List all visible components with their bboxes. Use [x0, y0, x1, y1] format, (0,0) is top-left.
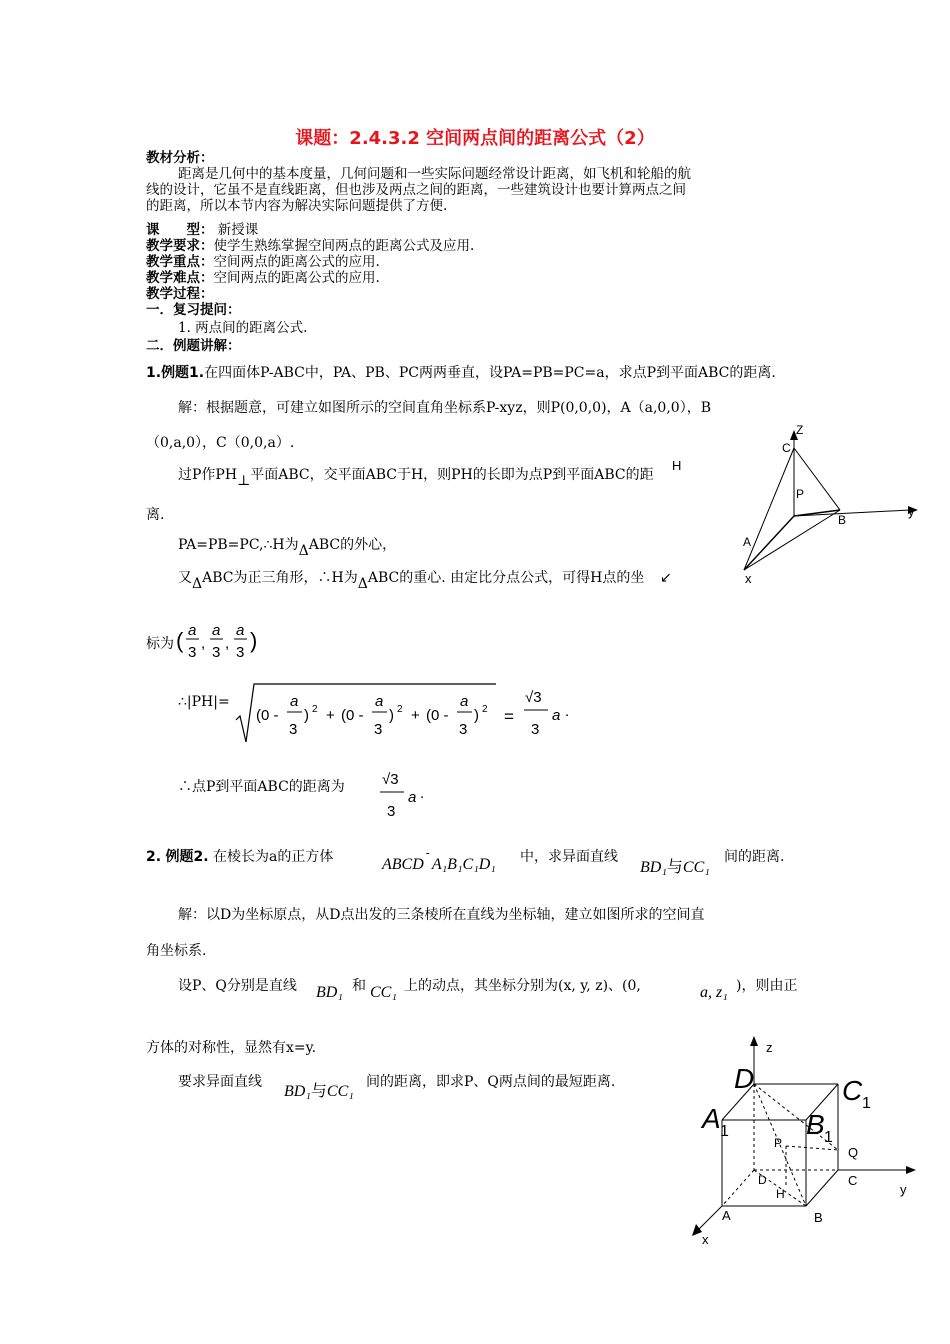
frac2-den: 3: [212, 644, 221, 661]
concl-num: √3: [382, 771, 399, 788]
example2-statement: 2. 例题2. 在棱长为a的正方体: [146, 849, 334, 865]
segment-pq: [786, 1146, 838, 1150]
x-axis-2: [698, 1206, 722, 1230]
cube-name: ABCD-A₁B₁C₁D₁: [382, 846, 496, 873]
label-a-2: A: [722, 1208, 731, 1223]
label-h-2: H: [776, 1187, 785, 1201]
label-z: Z: [796, 423, 804, 437]
term2-num: a: [375, 693, 384, 710]
label-y: y: [908, 504, 915, 519]
result-num: √3: [525, 689, 542, 706]
frac1-num: a: [188, 622, 197, 639]
label-c-2: C: [848, 1173, 858, 1188]
frac2-num: a: [212, 622, 221, 639]
label-x: x: [745, 571, 752, 586]
comma-2: ,: [225, 635, 230, 652]
term3-den: 3: [459, 721, 468, 738]
concl-var: a: [408, 789, 417, 806]
concl-den: 3: [387, 803, 396, 820]
term1-den: 3: [289, 721, 298, 738]
page-title: 课题：2.4.3.2 空间两点间的距离公式（2）: [295, 128, 655, 149]
concl-end: .: [420, 785, 425, 802]
label-c: C: [782, 441, 791, 455]
y-arrow-2: [906, 1166, 916, 1174]
equals-sign: =: [504, 707, 514, 726]
term1-close: ): [304, 707, 309, 724]
example2-statement-c: 间的距离.: [724, 849, 785, 865]
term1-open: (0 -: [256, 707, 279, 724]
term3-num: a: [460, 693, 469, 710]
label-x-2: x: [702, 1232, 709, 1247]
example1-solution-5: PA=PB=PC,∴H为ΔABC的外心，: [178, 537, 397, 559]
label-c1: C: [842, 1075, 863, 1106]
example2-solution-3c: )，则由正: [736, 978, 798, 994]
example2-solution-5b: 间的距离，即求P、Q两点间的最短距离.: [366, 1074, 616, 1090]
analysis-line-1: 距离是几何中的基本度量，几何问题和一些实际问题经常设计距离，如飞机和轮船的航: [178, 166, 691, 182]
example1-conclusion: ∴点P到平面ABC的距离为: [178, 779, 345, 795]
term2-den: 3: [374, 721, 383, 738]
comma-1: ,: [201, 635, 206, 652]
section1-heading: 一．复习提问：: [146, 302, 241, 318]
example2-solution-3a: 设P、Q分别是直线: [178, 978, 297, 994]
x-arrow-2: [692, 1224, 702, 1236]
result-end: .: [565, 703, 570, 720]
label-a1: A: [702, 1103, 721, 1134]
x-arrowhead: ↙: [660, 569, 672, 585]
word-he: 和: [352, 978, 366, 994]
term1-sq: 2: [312, 704, 318, 715]
label-b1: B: [806, 1109, 825, 1140]
analysis-heading: 教材分析：: [146, 150, 214, 166]
example1-solution-3: 过P作PH⊥平面ABC，交平面ABC于H，则PH的长即为点P到平面ABC的距: [178, 467, 654, 489]
term2-open: (0 -: [341, 707, 364, 724]
line-bd1: BD₁: [316, 984, 343, 1001]
example2-solution-5-lines: BD₁与CC₁: [284, 1083, 354, 1100]
frac3-den: 3: [236, 644, 245, 661]
z-arrow-2: [750, 1036, 758, 1046]
example1-solution-1: 解：根据题意，可建立如图所示的空间直角坐标系P-xyz，则P(0,0,0)，A（a,0,0），B: [178, 400, 711, 416]
ph-formula-prefix: ∴|PH|=: [178, 694, 230, 710]
edge-ac: [744, 448, 794, 570]
frac1-den: 3: [188, 644, 197, 661]
line-cc1: CC₁: [370, 984, 397, 1001]
meta-requirement: 教学要求：使学生熟练掌握空间两点的距离公式及应用.: [146, 238, 475, 254]
h-coordinates-formula: [174, 618, 264, 664]
edge-da: [722, 1170, 754, 1206]
analysis-line-2: 线的设计，它虽不是直线距离，但也涉及两点之间的距离，一些建筑设计也要计算两点之间: [146, 182, 686, 198]
label-z-2: z: [766, 1040, 773, 1055]
label-a1-sub: 1: [720, 1123, 729, 1140]
ph-distance-formula: [234, 680, 584, 746]
label-b1-sub: 1: [824, 1129, 833, 1146]
example2-solution-4: 方体的对称性，显然有x=y.: [146, 1040, 317, 1056]
conclusion-formula: [374, 764, 434, 822]
paren-open: (: [176, 628, 184, 653]
label-b: B: [838, 513, 847, 527]
y-axis: [794, 510, 910, 516]
term3-sq: 2: [482, 704, 488, 715]
meta-type: 课 型： 新授课: [146, 222, 259, 238]
result-den: 3: [531, 721, 540, 738]
meta-difficulty: 教学难点：空间两点的距离公式的应用.: [146, 270, 380, 286]
example2-solution-2: 角坐标系.: [146, 943, 207, 959]
term2-sq: 2: [397, 704, 403, 715]
example1-h-coords-label: 标为: [146, 636, 174, 652]
example2-solution-5a: 要求异面直线: [178, 1074, 262, 1090]
example2-statement-b: 中，求异面直线: [520, 849, 618, 865]
section2-heading: 二．例题讲解：: [146, 338, 241, 354]
label-q: Q: [848, 1145, 859, 1160]
result-var: a: [552, 707, 561, 724]
coord-az: a, z₁: [700, 984, 728, 1001]
term2-close: ): [389, 707, 394, 724]
label-d-small: D: [758, 1173, 767, 1187]
example2-solution-3b: 上的动点，其坐标分别为(x, y, z)、(0,: [404, 978, 641, 994]
term3-close: ): [474, 707, 479, 724]
meta-process: 教学过程：: [146, 286, 214, 302]
term1-num: a: [290, 693, 299, 710]
label-p-2: P: [774, 1136, 783, 1150]
meta-key-point: 教学重点：空间两点的距离公式的应用.: [146, 254, 380, 270]
example1-statement: 1.例题1.在四面体P-ABC中，PA、PB、PC两两垂直，设PA=PB=PC=a，求点P到平面ABC的距离.: [146, 365, 776, 381]
label-y-2: y: [900, 1182, 907, 1197]
label-b-2: B: [814, 1210, 823, 1225]
example1-solution-6: 又ΔABC为正三角形，∴H为ΔABC的重心. 由定比分点公式，可得H点的坐: [178, 570, 645, 592]
analysis-line-3: 的距离，所以本节内容为解决实际问题提供了方便.: [146, 198, 448, 214]
edge-cb: [806, 1170, 838, 1206]
example2-solution-1: 解：以D为坐标原点，从D点出发的三条棱所在直线为坐标轴，建立如图所求的空间直: [178, 907, 705, 923]
label-d1: D: [734, 1063, 755, 1094]
paren-close: ): [250, 628, 258, 653]
example2-lines: BD₁与CC₁: [640, 857, 710, 876]
label-c1-sub: 1: [862, 1095, 871, 1112]
plus-2: +: [411, 707, 420, 724]
label-h: H: [672, 458, 682, 473]
frac3-num: a: [236, 622, 245, 639]
cube-figure: [690, 1030, 930, 1250]
tetrahedron-figure: [728, 418, 928, 590]
example1-solution-2: （0,a,0），C（0,0,a）.: [146, 435, 295, 451]
plus-1: +: [326, 707, 335, 724]
section1-item: 1. 两点间的距离公式.: [178, 320, 308, 336]
label-a: A: [743, 535, 752, 549]
term3-open: (0 -: [426, 707, 449, 724]
example1-solution-4: 离.: [146, 507, 165, 523]
label-p: P: [796, 487, 805, 501]
